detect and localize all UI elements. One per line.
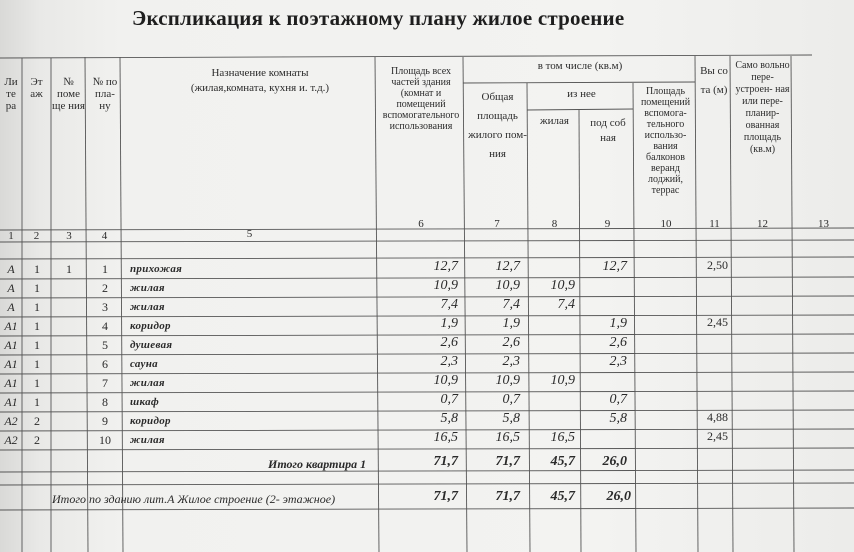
cell-no: 8 — [102, 395, 108, 409]
cell-total: 0,7 — [502, 392, 520, 407]
cell-room-name: коридор — [130, 320, 171, 332]
header-of-which: из нее — [567, 88, 596, 100]
cell-area: 12,7 — [433, 259, 458, 274]
cell-room-name: жилая — [130, 434, 165, 446]
cell-area: 0,7 — [440, 392, 458, 407]
cell-area: 1,9 — [440, 316, 458, 331]
cell-area: 2,6 — [440, 335, 458, 350]
cell-area: 10,9 — [433, 278, 458, 293]
cell-litera: А1 — [4, 395, 18, 409]
column-number: 11 — [709, 218, 720, 230]
cell-floor: 1 — [34, 262, 40, 276]
header-plan-no: № по пла- ну — [92, 76, 118, 112]
building-total-aux: 26,0 — [606, 489, 631, 504]
header-aux-area: Площадь помещений вспомога- тельного использо- вания балконов веранд лоджий, террас — [640, 86, 691, 196]
cell-total: 16,5 — [495, 430, 520, 445]
column-number: 3 — [66, 230, 72, 242]
cell-litera: А — [7, 300, 15, 314]
cell-total: 2,6 — [502, 335, 520, 350]
apartment-total-living: 45,7 — [550, 454, 575, 469]
cell-aux: 2,6 — [609, 335, 627, 350]
column-number: 10 — [660, 218, 672, 230]
cell-total: 7,4 — [502, 297, 520, 312]
cell-area: 5,8 — [440, 411, 458, 426]
header-height: Вы со та (м) — [700, 65, 728, 96]
cell-no: 10 — [99, 433, 111, 447]
cell-room-name: прихожая — [130, 263, 183, 275]
cell-no: 9 — [102, 414, 108, 428]
cell-floor: 1 — [34, 319, 40, 333]
cell-total: 10,9 — [495, 278, 520, 293]
cell-floor: 1 — [34, 281, 40, 295]
cell-no: 1 — [102, 262, 108, 276]
cell-floor: 1 — [34, 395, 40, 409]
column-number: 4 — [101, 230, 108, 242]
column-number: 7 — [494, 218, 500, 230]
cell-living: 16,5 — [550, 430, 575, 445]
cell-litera: А — [7, 262, 15, 276]
cell-litera: А — [7, 281, 15, 295]
cell-room-name: шкаф — [130, 396, 160, 408]
column-number: 1 — [8, 230, 14, 242]
column-number: 6 — [418, 218, 424, 230]
cell-room-name: коридор — [130, 415, 171, 427]
cell-litera: А1 — [4, 376, 18, 390]
cell-floor: 2 — [34, 414, 40, 428]
cell-area: 10,9 — [433, 373, 458, 388]
apartment-total-area: 71,7 — [433, 454, 458, 469]
cell-total: 12,7 — [495, 259, 520, 274]
apartment-total-total: 71,7 — [495, 454, 520, 469]
cell-height: 4,88 — [707, 410, 728, 424]
header-living: жилая — [540, 115, 569, 127]
header-incl: в том числе (кв.м) — [537, 60, 623, 72]
cell-litera: А1 — [4, 319, 18, 333]
cell-area: 2,3 — [440, 354, 458, 369]
cell-height: 2,45 — [707, 315, 728, 329]
cell-room-name: жилая — [130, 282, 165, 294]
cell-room-name: сауна — [130, 358, 158, 370]
cell-aux: 0,7 — [609, 392, 627, 407]
cell-total: 10,9 — [495, 373, 520, 388]
column-number: 5 — [246, 228, 253, 240]
cell-living: 7,4 — [557, 297, 575, 312]
cell-no: 7 — [102, 376, 108, 390]
cell-floor: 1 — [34, 300, 40, 314]
cell-no: 5 — [102, 338, 108, 352]
cell-aux: 12,7 — [602, 259, 627, 274]
header-purpose: Назначение комнаты (жилая,комната, кухня и. т.д.) — [190, 67, 330, 94]
header-floor: Эт аж — [30, 76, 43, 100]
cell-living: 10,9 — [550, 278, 575, 293]
cell-room-name: душевая — [130, 339, 173, 351]
cell-area: 7,4 — [440, 297, 458, 312]
cell-apt: 1 — [66, 262, 72, 276]
cell-floor: 1 — [34, 357, 40, 371]
header-litera: Ли те ра — [4, 76, 18, 112]
cell-no: 6 — [102, 357, 108, 371]
cell-height: 2,50 — [707, 258, 728, 272]
cell-aux: 5,8 — [609, 411, 627, 426]
header-area-parts: Площадь всех частей здания (комнат и помещений вспомогательного использования — [382, 66, 460, 132]
cell-aux: 1,9 — [609, 316, 627, 331]
cell-room-name: жилая — [130, 377, 165, 389]
cell-litera: А2 — [4, 433, 18, 447]
building-total-area: 71,7 — [433, 489, 458, 504]
document-title: Экспликация к поэтажному плану жилое строение — [132, 6, 625, 30]
cell-no: 4 — [102, 319, 108, 333]
building-total-label: Итого по зданию лит.А Жилое строение (2- этажное) — [52, 492, 336, 506]
cell-litera: А1 — [4, 338, 18, 352]
cell-litera: А2 — [4, 414, 18, 428]
building-total-total: 71,7 — [495, 489, 520, 504]
column-number: 8 — [551, 218, 558, 230]
building-total-living: 45,7 — [550, 489, 575, 504]
header-apt-no: № поме ще ния — [52, 76, 85, 112]
header-self-built: Само вольно пере- устроен- ная или пере- планир- ованная площадь (кв.м) — [735, 60, 790, 155]
apartment-total-label: Итого квартира 1 — [268, 457, 367, 471]
cell-litera: А1 — [4, 357, 18, 371]
cell-height: 2,45 — [707, 429, 728, 443]
cell-no: 3 — [102, 300, 108, 314]
column-number: 13 — [818, 218, 829, 230]
header-auxiliary: под соб ная — [590, 117, 626, 144]
header-total-area: Общая площадь жилого пом-ния — [468, 91, 527, 160]
cell-total: 5,8 — [502, 411, 520, 426]
cell-floor: 1 — [34, 338, 40, 352]
column-number: 12 — [757, 218, 768, 230]
cell-floor: 2 — [34, 433, 40, 447]
cell-room-name: жилая — [130, 301, 165, 313]
column-number: 2 — [33, 230, 40, 242]
apartment-total-aux: 26,0 — [602, 454, 627, 469]
cell-living: 10,9 — [550, 373, 575, 388]
cell-total: 2,3 — [502, 354, 520, 369]
cell-floor: 1 — [34, 376, 40, 390]
column-number: 9 — [604, 218, 611, 230]
cell-aux: 2,3 — [609, 354, 627, 369]
cell-total: 1,9 — [502, 316, 520, 331]
cell-area: 16,5 — [433, 430, 458, 445]
cell-no: 2 — [102, 281, 108, 295]
